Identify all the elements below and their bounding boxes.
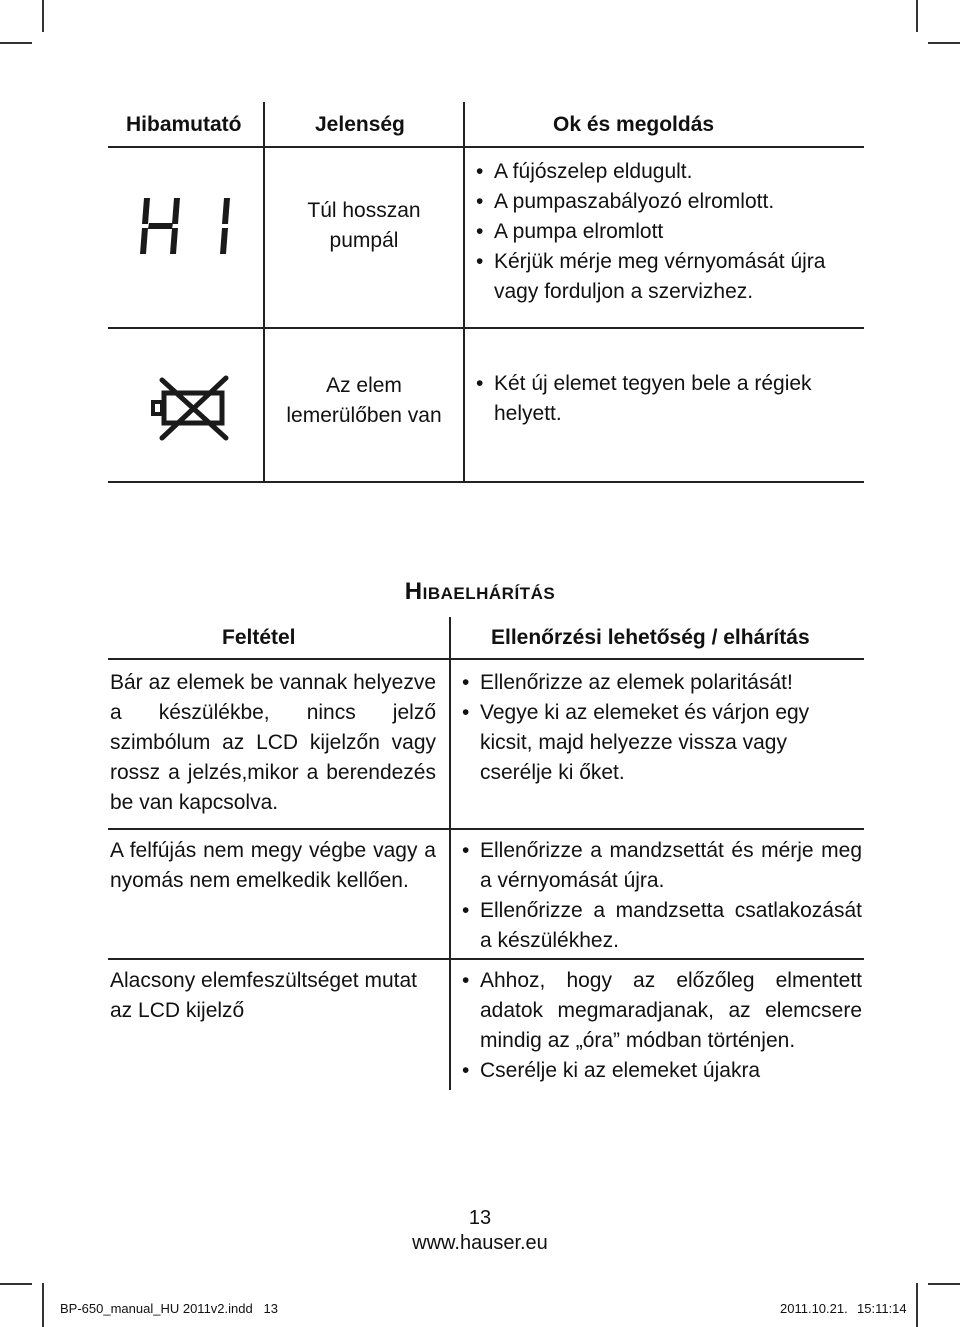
crop-mark (916, 0, 918, 32)
condition-cell: Bár az elemek be vannak helyezve a készülékbe, nincs jelző szimbólum az LCD kijelzőn vagy rossz a jelzés,mikor a berendezés be van kapcsolva. (110, 671, 436, 814)
symptom-line: pumpál (329, 229, 399, 252)
list-item: • Két új elemet tegyen bele a régiek helyett. (476, 369, 841, 429)
crop-mark (42, 1283, 44, 1327)
table-divider (449, 617, 451, 1090)
battery-crossed-icon (150, 374, 232, 442)
table-divider (108, 481, 864, 483)
symptom-line: Az elem (326, 374, 402, 397)
crop-mark (0, 1283, 32, 1285)
list-item: • A fújószelep eldugult. (476, 157, 836, 187)
crop-mark (0, 42, 32, 44)
check-list (462, 966, 862, 1086)
crop-mark (928, 1283, 960, 1285)
list-item: • A pumpaszabályozó elromlott. (476, 187, 836, 217)
crop-mark (42, 0, 44, 32)
list-item: • A pumpa elromlott (476, 217, 836, 247)
list-item: • Cserélje ki az elemeket újakra (462, 1056, 862, 1086)
symptom-line: lemerülőben van (286, 404, 442, 427)
table-divider (108, 327, 864, 329)
crop-mark (916, 1283, 918, 1327)
symptom-line: Túl hosszan (307, 199, 421, 222)
table-divider (108, 828, 864, 830)
table-divider (108, 658, 864, 660)
list-item: • Ellenőrizze a mandzsettát és mérje meg a vérnyomását újra. (462, 836, 862, 896)
crop-mark (928, 42, 960, 44)
list-item: • Kérjük mérje meg vérnyomását újra vagy forduljon a szervizhez. (476, 247, 836, 307)
solution-list (476, 157, 836, 307)
check-list (462, 668, 814, 788)
header-code: Hibamutató (126, 113, 242, 136)
table-divider (463, 102, 465, 482)
symptom-cell (265, 196, 463, 256)
header-symptom: Jelenség (315, 113, 405, 136)
list-item: • Ahhoz, hogy az előzőleg elmentett adatok megmaradjanak, az elemcsere mindig az „óra” módban történjen. (462, 966, 862, 1056)
print-slug-file: BP-650_manual_HU 2011v2.indd 13 (60, 1301, 279, 1316)
list-item: • Ellenőrizze a mandzsetta csatlakozását a készülékhez. (462, 896, 862, 956)
page-number: 13 (468, 1207, 492, 1229)
table-divider (108, 958, 864, 960)
lcd-h1-symbol (138, 196, 234, 256)
condition-cell: A felfújás nem megy végbe vagy a nyomás nem emelkedik kellően. (110, 839, 436, 892)
website-link[interactable]: www.hauser.eu (412, 1232, 548, 1254)
header-condition: Feltétel (222, 626, 296, 649)
symptom-cell (265, 371, 463, 431)
header-solution: Ok és megoldás (553, 113, 715, 136)
header-check: Ellenőrzési lehetőség / elhárítás (491, 626, 810, 649)
solution-list (476, 369, 841, 429)
list-item: • Vegye ki az elemeket és várjon egy kicsit, majd helyezze vissza vagy cserélje ki őket. (462, 698, 814, 788)
check-list (462, 836, 862, 956)
section-title: Hibaelhárítás (404, 578, 556, 605)
condition-cell: Alacsony elemfeszültséget mutat az LCD kijelző (110, 969, 417, 1022)
list-item: • Ellenőrizze az elemek polaritását! (462, 668, 814, 698)
print-slug-time: 15:11:14 (857, 1301, 907, 1316)
table-divider (108, 146, 864, 148)
print-slug-date: 2011.10.21. (780, 1301, 848, 1316)
